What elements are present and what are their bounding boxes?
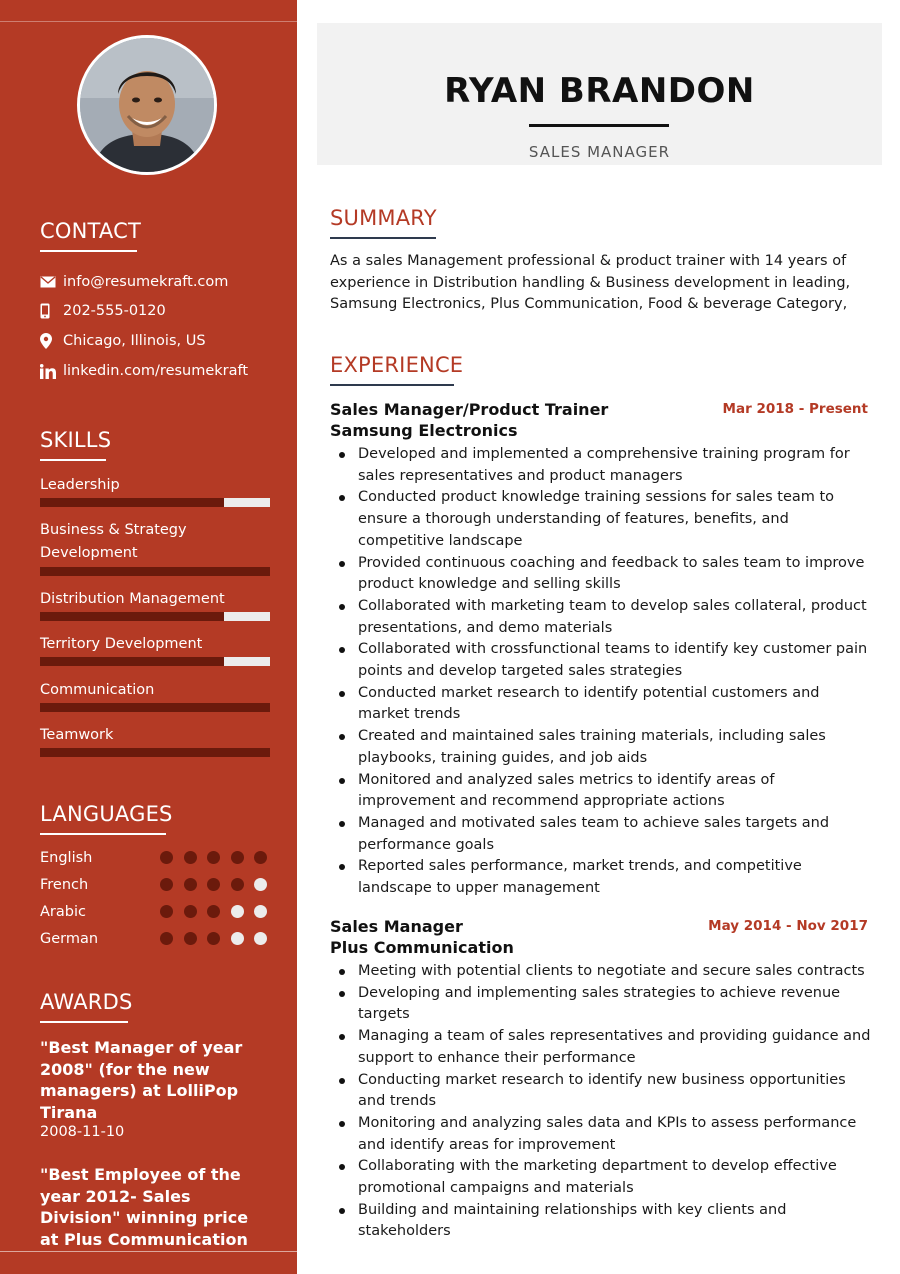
rating-dot-empty [231,905,244,918]
candidate-name: RYAN BRANDON [444,71,755,111]
contact-phone[interactable]: 202-555-0120 [63,303,166,319]
language-row [40,848,270,868]
job-bullets [330,961,875,1243]
rating-dot-empty [231,932,244,945]
skills-heading: SKILLS [40,428,112,452]
summary-heading-underline [330,237,436,239]
contact-heading-underline [40,250,137,252]
rating-dot-filled [254,851,267,864]
skill-bar-fill [40,748,270,757]
rating-dot-filled [160,851,173,864]
avatar [77,35,217,175]
contact-phone-row[interactable] [40,300,166,322]
rating-dot-filled [184,851,197,864]
job-bullet: Managing a team of sales representatives and providing guidance and support to enhance their performance [330,1026,875,1069]
rating-dot-filled [160,932,173,945]
skill-bar-fill [40,498,224,507]
skill-label: Territory Development [40,636,203,652]
rating-dot-filled [207,905,220,918]
contact-linkedin-row[interactable] [40,360,248,382]
job-bullet: Provided continuous coaching and feedback to sales team to improve product knowledge and selling skills [330,553,875,596]
avatar-photo [80,38,214,172]
rating-dot-filled [160,905,173,918]
language-rating-dots [160,851,270,865]
rating-dot-filled [231,878,244,891]
skill-bar-fill [40,657,224,666]
language-rating-dots [160,905,270,919]
rating-dot-filled [207,932,220,945]
job-bullet: Monitoring and analyzing sales data and KPIs to assess performance and identify areas for improvement [330,1113,875,1156]
job-bullet: Developed and implemented a comprehensive training program for sales representatives and product managers [330,444,875,487]
language-row [40,902,270,922]
job-bullet: Reported sales performance, market trends, and competitive landscape to upper management [330,856,875,899]
skill-label: Distribution Management [40,591,225,607]
rating-dot-filled [231,851,244,864]
job-title: Sales Manager [330,917,463,936]
name-divider [529,124,669,127]
sidebar-top-divider [0,21,297,22]
contact-email[interactable]: info@resumekraft.com [63,274,229,290]
skill-label: Teamwork [40,727,114,743]
sidebar-bottom-divider [0,1251,297,1252]
skills-heading-underline [40,459,106,461]
job-bullet: Building and maintaining relationships with key clients and stakeholders [330,1200,875,1243]
linkedin-icon [40,362,57,380]
job-bullet: Developing and implementing sales strategies to achieve revenue targets [330,983,875,1026]
language-name: French [40,877,89,893]
contact-heading: CONTACT [40,219,141,243]
language-rating-dots [160,878,270,892]
summary-heading: SUMMARY [330,206,437,230]
award-date: 2008-11-10 [40,1124,125,1140]
contact-location-row [40,330,206,352]
award-title: "Best Manager of year 2008" (for the new managers) at LolliPop Tirana [40,1038,243,1122]
skill-label: Communication [40,682,155,698]
skill-label: Leadership [40,477,120,493]
experience-heading-underline [330,384,454,386]
mobile-phone-icon [40,302,57,320]
rating-dot-filled [207,878,220,891]
rating-dot-filled [184,932,197,945]
award-title: "Best Employee of the year 2012- Sales Division" winning price at Plus Communication [40,1165,249,1249]
awards-heading-underline [40,1021,128,1023]
skill-bar-fill [40,567,270,576]
skill-bar [40,703,270,712]
rating-dot-empty [254,905,267,918]
language-row [40,929,270,949]
experience-heading: EXPERIENCE [330,353,464,377]
language-name: German [40,931,99,947]
candidate-title: SALES MANAGER [528,143,671,161]
job-company: Plus Communication [330,938,514,957]
skill-bar [40,612,270,621]
job-bullet: Conducted product knowledge training sessions for sales team to ensure a thorough understanding of features, benefits, and competitive landscape [330,487,875,552]
awards-heading: AWARDS [40,990,133,1014]
job-bullet: Conducting market research to identify new business opportunities and trends [330,1070,875,1113]
skill-bar-fill [40,612,224,621]
rating-dot-filled [160,878,173,891]
sidebar [0,0,297,1274]
skill-label: Business & Strategy Development [40,522,187,561]
job-company: Samsung Electronics [330,421,518,440]
skill-bar [40,748,270,757]
job-dates: May 2014 - Nov 2017 [708,918,868,934]
job-bullet: Created and maintained sales training materials, including sales playbooks, training guides, and job aids [330,726,875,769]
skill-bar [40,498,270,507]
envelope-icon [40,273,57,291]
skill-bar [40,567,270,576]
job-bullet: Meeting with potential clients to negotiate and secure sales contracts [330,961,875,983]
language-name: English [40,850,93,866]
languages-heading: LANGUAGES [40,802,173,826]
job-bullet: Collaborating with the marketing department to develop effective promotional campaigns and materials [330,1156,875,1199]
name-header [317,23,882,165]
job-bullet: Monitored and analyzed sales metrics to identify areas of improvement and recommend appropriate actions [330,770,875,813]
contact-location: Chicago, Illinois, US [63,333,206,349]
job-bullet: Collaborated with crossfunctional teams to identify key customer pain points and develop targeted sales strategies [330,639,875,682]
rating-dot-empty [254,878,267,891]
job-bullet: Managed and motivated sales team to achieve sales targets and performance goals [330,813,875,856]
skill-bar [40,657,270,666]
rating-dot-empty [254,932,267,945]
language-row [40,875,270,895]
language-name: Arabic [40,904,86,920]
contact-email-row[interactable] [40,271,228,293]
languages-heading-underline [40,833,166,835]
map-pin-icon [40,332,57,350]
job-title: Sales Manager/Product Trainer [330,400,609,419]
job-bullets [330,444,875,900]
skill-bar-fill [40,703,270,712]
contact-linkedin[interactable]: linkedin.com/resumekraft [63,363,249,379]
summary-text: As a sales Management professional & product trainer with 14 years of experience in Distribution handling & Business development in leading, Samsung Electronics, Plus Communication, Food & beverage Category, [330,253,851,312]
rating-dot-filled [207,851,220,864]
job-bullet: Collaborated with marketing team to develop sales collateral, product presentations, and demo materials [330,596,875,639]
language-rating-dots [160,932,270,946]
rating-dot-filled [184,905,197,918]
job-bullet: Conducted market research to identify potential customers and market trends [330,683,875,726]
job-dates: Mar 2018 - Present [722,401,868,417]
rating-dot-filled [184,878,197,891]
